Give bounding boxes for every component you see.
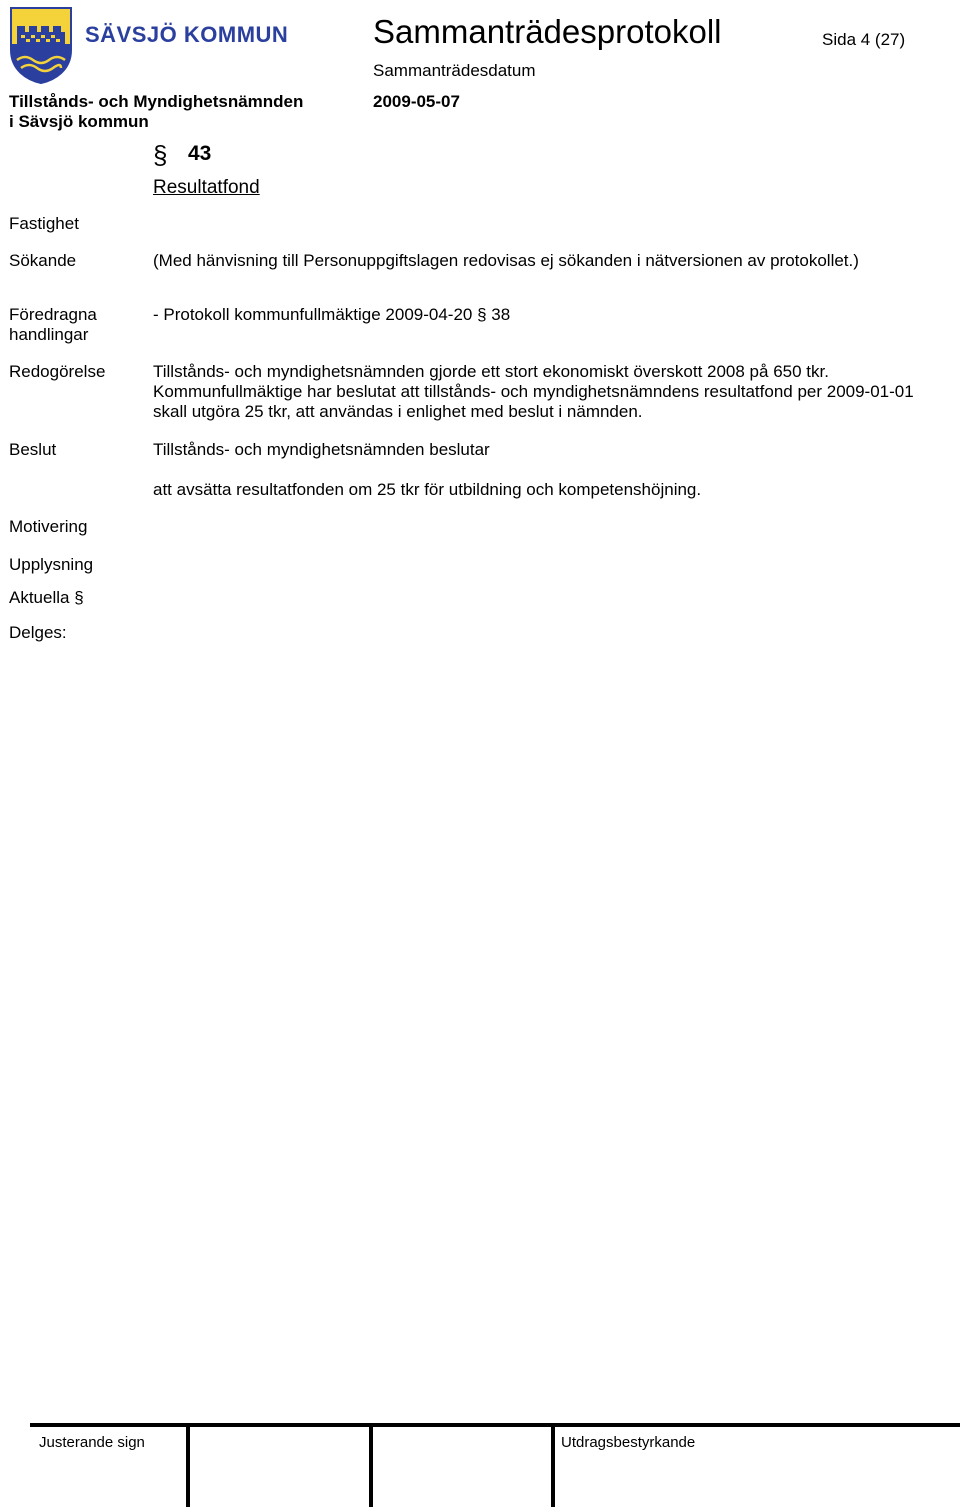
meeting-date: 2009-05-07	[373, 92, 460, 111]
beslut-text-1: Tillstånds- och myndighetsnämnden beslutar	[153, 440, 490, 459]
aktuella-label: Aktuella §	[9, 588, 84, 607]
meeting-date-label: Sammanträdesdatum	[373, 61, 536, 80]
beslut-text-2: att avsätta resultatfonden om 25 tkr för utbildning och kompetenshöjning.	[153, 480, 702, 499]
sokande-text: (Med hänvisning till Personuppgiftslagen redovisas ej sökanden i nätversionen av protokollet.)	[153, 251, 859, 270]
paragraph-title: Resultatfond	[153, 177, 260, 198]
foredragna-label-line-1: Föredragna	[9, 305, 97, 324]
upplysning-label: Upplysning	[9, 555, 94, 574]
document-title: Sammanträdesprotokoll	[373, 13, 722, 50]
sokande-label: Sökande	[9, 251, 77, 270]
foredragna-label-line-2: handlingar	[9, 325, 89, 344]
board-name-line-1: Tillstånds- och Myndighetsnämnden	[9, 92, 304, 111]
paragraph-number: 43	[188, 142, 212, 165]
footer-divider	[186, 1427, 190, 1507]
footer-justerande-sign: Justerande sign	[39, 1434, 145, 1451]
page-number: Sida 4 (27)	[822, 30, 906, 49]
beslut-label: Beslut	[9, 440, 57, 459]
motivering-label: Motivering	[9, 517, 88, 536]
logo	[9, 6, 309, 84]
footer-divider	[551, 1427, 555, 1507]
board-name	[9, 92, 303, 132]
delges-label: Delges:	[9, 623, 67, 642]
redogorelse-text: Tillstånds- och myndighetsnämnden gjorde ett stort ekonomiskt överskott 2008 på 650 tkr. Kommunfullmäktige har beslutat att tillstånds- och myndighetsnämndens resultatfond per 2009-01-01 skall utgöra 25 tkr, att användas i enlighet med beslut i nämnden.	[153, 362, 914, 421]
foredragna-label	[9, 305, 97, 345]
fastighet-label: Fastighet	[9, 214, 79, 233]
footer-rule	[30, 1423, 960, 1427]
footer-utdragsbestyrkande: Utdragsbestyrkande	[561, 1434, 696, 1451]
coat-of-arms-icon	[9, 6, 73, 84]
board-name-line-2: i Sävsjö kommun	[9, 112, 149, 131]
foredragna-text: - Protokoll kommunfullmäktige 2009-04-20 § 38	[153, 305, 511, 324]
paragraph-sign: §	[153, 140, 168, 170]
footer-divider	[369, 1427, 373, 1507]
redogorelse-label: Redogörelse	[9, 362, 106, 381]
logo-wordmark: SÄVSJÖ KOMMUN	[85, 22, 289, 47]
